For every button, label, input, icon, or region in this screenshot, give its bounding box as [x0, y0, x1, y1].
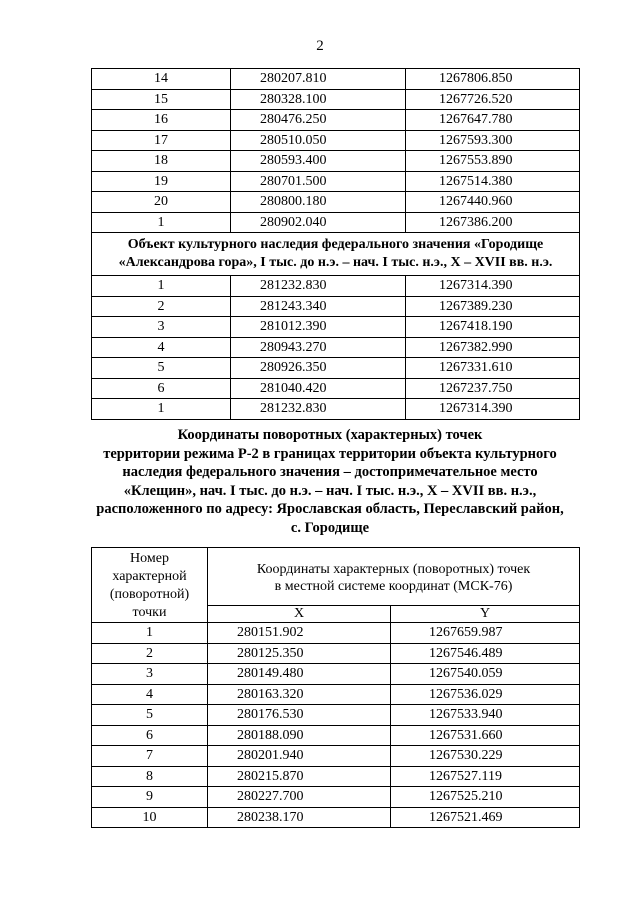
- section-title: [92, 233, 580, 276]
- coord-x: 280207.810: [231, 69, 406, 90]
- heading-line: территории режима Р-2 в границах территории объекта культурного: [103, 445, 557, 462]
- heading-line: с. Городище: [290, 519, 370, 536]
- coord-y: 1267525.210: [391, 787, 580, 808]
- table-row: [92, 276, 580, 297]
- coord-x: 280238.170: [208, 807, 391, 828]
- coord-x: 280176.530: [208, 705, 391, 726]
- point-number: 4: [92, 337, 231, 358]
- coord-y: 1267546.489: [391, 643, 580, 664]
- header-line: Координаты характерных (поворотных) точек: [256, 561, 531, 577]
- coord-y: 1267331.610: [406, 358, 580, 379]
- coord-x: 281012.390: [231, 317, 406, 338]
- point-number: 10: [92, 807, 208, 828]
- point-number: 6: [92, 378, 231, 399]
- coord-x: 280943.270: [231, 337, 406, 358]
- table-row: [92, 787, 580, 808]
- heading-line: «Клещин», нач. I тыс. до н.э. – нач. I тыс. н.э., X – XVII вв. н.э.,: [123, 482, 537, 499]
- section-title-line: Объект культурного наследия федерального значения «Городище: [127, 237, 544, 252]
- point-number: 3: [92, 664, 208, 685]
- table-row: [92, 725, 580, 746]
- point-number: 5: [92, 358, 231, 379]
- table-row: [92, 69, 580, 90]
- coord-x: 280800.180: [231, 192, 406, 213]
- table-row: [92, 296, 580, 317]
- table-row: [92, 337, 580, 358]
- section-title-line: «Александрова гора», I тыс. до н.э. – нач. I тыс. н.э., X – XVII вв. н.э.: [118, 255, 553, 270]
- table-row: [92, 110, 580, 131]
- table-row: [92, 664, 580, 685]
- point-number: 8: [92, 766, 208, 787]
- coord-y: 1267389.230: [406, 296, 580, 317]
- point-number: 7: [92, 746, 208, 767]
- table-row: [92, 89, 580, 110]
- coord-x: 280125.350: [208, 643, 391, 664]
- coord-y: 1267314.390: [406, 276, 580, 297]
- point-number: 6: [92, 725, 208, 746]
- coordinates-table: [91, 547, 580, 828]
- table-row: [92, 399, 580, 420]
- header-line: характерной: [112, 569, 187, 584]
- coord-y: 1267553.890: [406, 151, 580, 172]
- coord-y: 1267527.119: [391, 766, 580, 787]
- table-row: [92, 746, 580, 767]
- coord-y: 1267514.380: [406, 171, 580, 192]
- table-row: [92, 807, 580, 828]
- coord-x: 280215.870: [208, 766, 391, 787]
- coord-x: 281243.340: [231, 296, 406, 317]
- point-number: 1: [92, 212, 231, 233]
- table-row: [92, 766, 580, 787]
- coord-x: 280701.500: [231, 171, 406, 192]
- header-line: Номер: [130, 551, 169, 566]
- point-number: 1: [92, 623, 208, 644]
- point-number: 17: [92, 130, 231, 151]
- coord-y: 1267440.960: [406, 192, 580, 213]
- point-number: 19: [92, 171, 231, 192]
- coord-y: 1267386.200: [406, 212, 580, 233]
- coord-y: 1267536.029: [391, 684, 580, 705]
- header-line: (поворотной): [109, 587, 190, 602]
- point-number: 9: [92, 787, 208, 808]
- header-y: Y: [391, 606, 580, 623]
- header-coordinates: [208, 548, 580, 606]
- point-number: 16: [92, 110, 231, 131]
- coord-y: 1267382.990: [406, 337, 580, 358]
- point-number: 15: [92, 89, 231, 110]
- coord-y: 1267533.940: [391, 705, 580, 726]
- table-header-row: [92, 548, 580, 606]
- point-number: 1: [92, 276, 231, 297]
- page-number: 2: [316, 38, 324, 54]
- section-title-row: [92, 233, 580, 276]
- table-row: [92, 171, 580, 192]
- coord-x: 280149.480: [208, 664, 391, 685]
- heading-line: Координаты поворотных (характерных) точек: [177, 427, 483, 443]
- coord-y: 1267540.059: [391, 664, 580, 685]
- point-number: 1: [92, 399, 231, 420]
- table-row: [92, 684, 580, 705]
- coord-x: 280151.902: [208, 623, 391, 644]
- header-line: точки: [132, 605, 167, 620]
- table-row: [92, 643, 580, 664]
- table-row: [92, 623, 580, 644]
- coord-y: 1267659.987: [391, 623, 580, 644]
- table-row: [92, 212, 580, 233]
- header-point-number: [92, 548, 208, 623]
- coord-x: 280188.090: [208, 725, 391, 746]
- coord-x: 280227.700: [208, 787, 391, 808]
- table-row: [92, 317, 580, 338]
- coord-y: 1267726.520: [406, 89, 580, 110]
- point-number: 14: [92, 69, 231, 90]
- coord-x: 280593.400: [231, 151, 406, 172]
- table-row: [92, 705, 580, 726]
- coord-y: 1267530.229: [391, 746, 580, 767]
- coord-x: 280476.250: [231, 110, 406, 131]
- point-number: 5: [92, 705, 208, 726]
- coord-x: 280510.050: [231, 130, 406, 151]
- point-number: 4: [92, 684, 208, 705]
- coord-x: 280201.940: [208, 746, 391, 767]
- table-row: [92, 151, 580, 172]
- coord-y: 1267237.750: [406, 378, 580, 399]
- coord-x: 280902.040: [231, 212, 406, 233]
- coord-y: 1267531.660: [391, 725, 580, 746]
- coord-x: 280328.100: [231, 89, 406, 110]
- coord-y: 1267314.390: [406, 399, 580, 420]
- heading-line: наследия федерального значения – достопримечательное место: [122, 464, 538, 481]
- point-number: 20: [92, 192, 231, 213]
- point-number: 2: [92, 296, 231, 317]
- coord-y: 1267521.469: [391, 807, 580, 828]
- coord-y: 1267418.190: [406, 317, 580, 338]
- table-row: [92, 358, 580, 379]
- heading-line: расположенного по адресу: Ярославская область, Переславский район,: [96, 501, 564, 518]
- coord-x: 280163.320: [208, 684, 391, 705]
- table-row: [92, 378, 580, 399]
- header-line: в местной системе координат (МСК-76): [274, 578, 513, 594]
- point-number: 2: [92, 643, 208, 664]
- section-heading: [80, 426, 580, 538]
- coord-x: 281232.830: [231, 399, 406, 420]
- coord-y: 1267647.780: [406, 110, 580, 131]
- coord-x: 280926.350: [231, 358, 406, 379]
- header-x: X: [208, 606, 391, 623]
- coord-x: 281232.830: [231, 276, 406, 297]
- coordinates-table-continued: [91, 68, 580, 420]
- point-number: 3: [92, 317, 231, 338]
- table-row: [92, 192, 580, 213]
- coord-x: 281040.420: [231, 378, 406, 399]
- coord-y: 1267593.300: [406, 130, 580, 151]
- coord-y: 1267806.850: [406, 69, 580, 90]
- point-number: 18: [92, 151, 231, 172]
- table-row: [92, 130, 580, 151]
